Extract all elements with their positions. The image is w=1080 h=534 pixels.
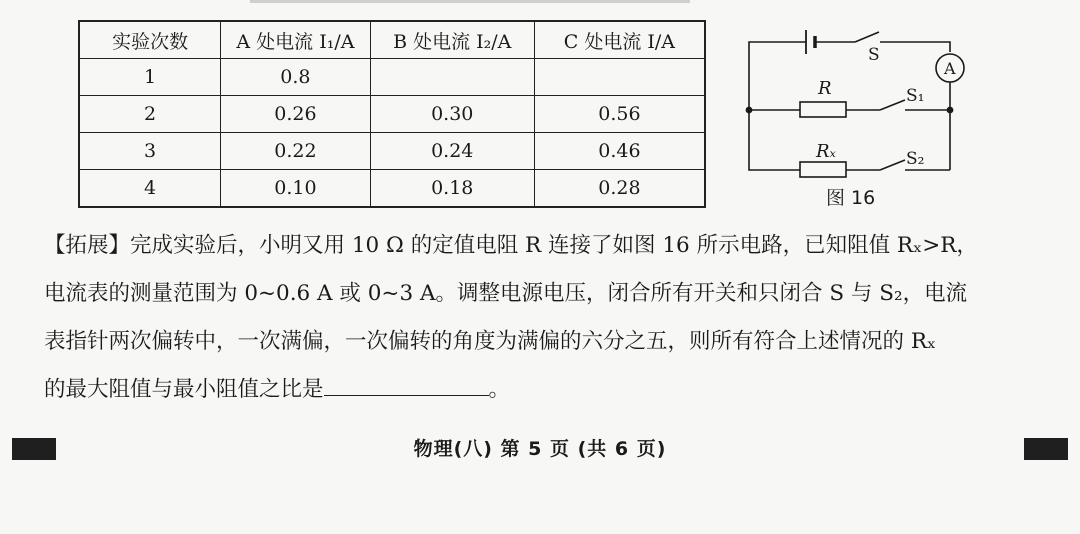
table-cell: 0.8 — [221, 59, 370, 96]
table-cell — [534, 59, 705, 96]
table-cell: 0.46 — [534, 133, 705, 170]
switch-s2-label: S₂ — [906, 149, 925, 169]
table-cell — [370, 59, 534, 96]
header-current-c: C 处电流 I/A — [534, 21, 705, 59]
ammeter-label: A — [944, 59, 956, 78]
table-cell: 0.22 — [221, 133, 370, 170]
figure-caption: 图 16 — [826, 187, 876, 209]
resistor-rx-icon — [800, 162, 846, 177]
table-cell: 0.28 — [534, 170, 705, 208]
table-cell: 2 — [79, 96, 221, 133]
table-row — [79, 170, 705, 208]
table-cell: 0.56 — [534, 96, 705, 133]
switch-s-label: S — [868, 45, 880, 65]
table-cell: 0.10 — [221, 170, 370, 208]
resistor-r-icon — [800, 102, 846, 117]
table-cell: 0.26 — [221, 96, 370, 133]
switch-s2-icon — [880, 160, 905, 170]
switch-s1-icon — [880, 100, 905, 110]
switch-s-icon — [855, 32, 879, 42]
page-footer: 物理(八) 第 5 页 (共 6 页) — [413, 438, 667, 460]
question-line — [44, 366, 1044, 414]
header-trial: 实验次数 — [79, 21, 221, 59]
question-line: 【拓展】完成实验后，小明又用 10 Ω 的定值电阻 R 连接了如图 16 所示电路，已知阻值 Rₓ>R， — [44, 233, 978, 258]
table-cell: 0.30 — [370, 96, 534, 133]
resistor-r-label: R — [818, 78, 832, 99]
switch-s1-label: S₁ — [906, 86, 925, 106]
table-header-row — [79, 21, 705, 59]
question-line: 电流表的测量范围为 0~0.6 A 或 0~3 A。调整电源电压，闭合所有开关和只闭合 S 与 S₂，电流 — [44, 281, 968, 306]
experiment-data-table — [78, 20, 706, 208]
resistor-rx-label: Rₓ — [816, 141, 836, 162]
top-rule — [250, 0, 690, 3]
table-row — [79, 59, 705, 96]
question-line-end: 。 — [488, 377, 511, 402]
table-cell: 0.24 — [370, 133, 534, 170]
header-current-a: A 处电流 I₁/A — [221, 21, 370, 59]
header-current-b: B 处电流 I₂/A — [370, 21, 534, 59]
question-line: 表指针两次偏转中，一次满偏，一次偏转的角度为满偏的六分之五，则所有符合上述情况的 Rₓ — [44, 329, 937, 354]
question-line-text: 的最大阻值与最小阻值之比是 — [44, 377, 324, 402]
table-cell: 1 — [79, 59, 221, 96]
question-text — [44, 222, 1044, 414]
table-row — [79, 133, 705, 170]
registration-mark-right — [1024, 438, 1068, 460]
table-cell: 0.18 — [370, 170, 534, 208]
answer-blank[interactable] — [324, 371, 489, 396]
table-row — [79, 96, 705, 133]
table-cell: 4 — [79, 170, 221, 208]
junction-dot — [947, 107, 952, 112]
table-cell: 3 — [79, 133, 221, 170]
